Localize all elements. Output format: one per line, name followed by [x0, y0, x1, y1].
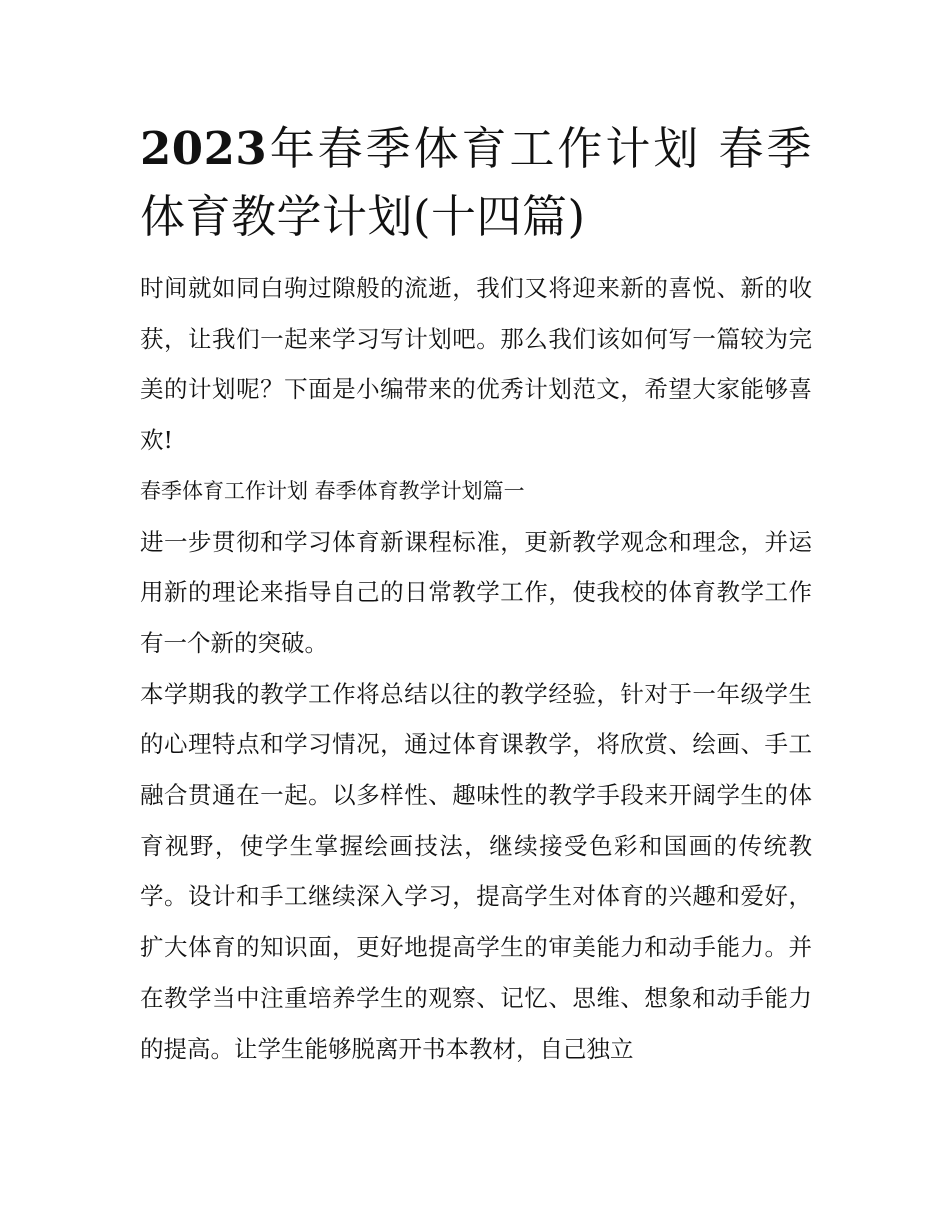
- intro-paragraph: 时间就如同白驹过隙般的流逝，我们又将迎来新的喜悦、新的收获，让我们一起来学习写计划吧。那么我们该如何写一篇较为完美的计划呢？下面是小编带来的优秀计划范文，希望大家能够喜欢!: [140, 274, 812, 455]
- title-year: 2023: [140, 122, 268, 175]
- document-body: [140, 115, 812, 1074]
- title-text: 年春季体育工作计划 春季体育教学计划(十四篇): [140, 122, 812, 243]
- section-heading: 春季体育工作计划 春季体育教学计划篇一: [140, 478, 525, 503]
- document-title: [140, 115, 812, 251]
- paragraph-2: 本学期我的教学工作将总结以往的教学经验，针对于一年级学生的心理特点和学习情况，通过体育课教学，将欣赏、绘画、手工融合贯通在一起。以多样性、趣味性的教学手段来开阔学生的体育视野，使学生掌握绘画技法，继续接受色彩和国画的传统教学。设计和手工继续深入学习，提高学生对体育的兴趣和爱好，扩大体育的知识面，更好地提高学生的审美能力和动手能力。并在教学当中注重培养学生的观察、记忆、思维、想象和动手能力的提高。让学生能够脱离开书本教材，自己独立: [140, 679, 812, 1063]
- paragraph-1: 进一步贯彻和学习体育新课程标准，更新教学观念和理念，并运用新的理论来指导自己的日常教学工作，使我校的体育教学工作有一个新的突破。: [140, 527, 812, 657]
